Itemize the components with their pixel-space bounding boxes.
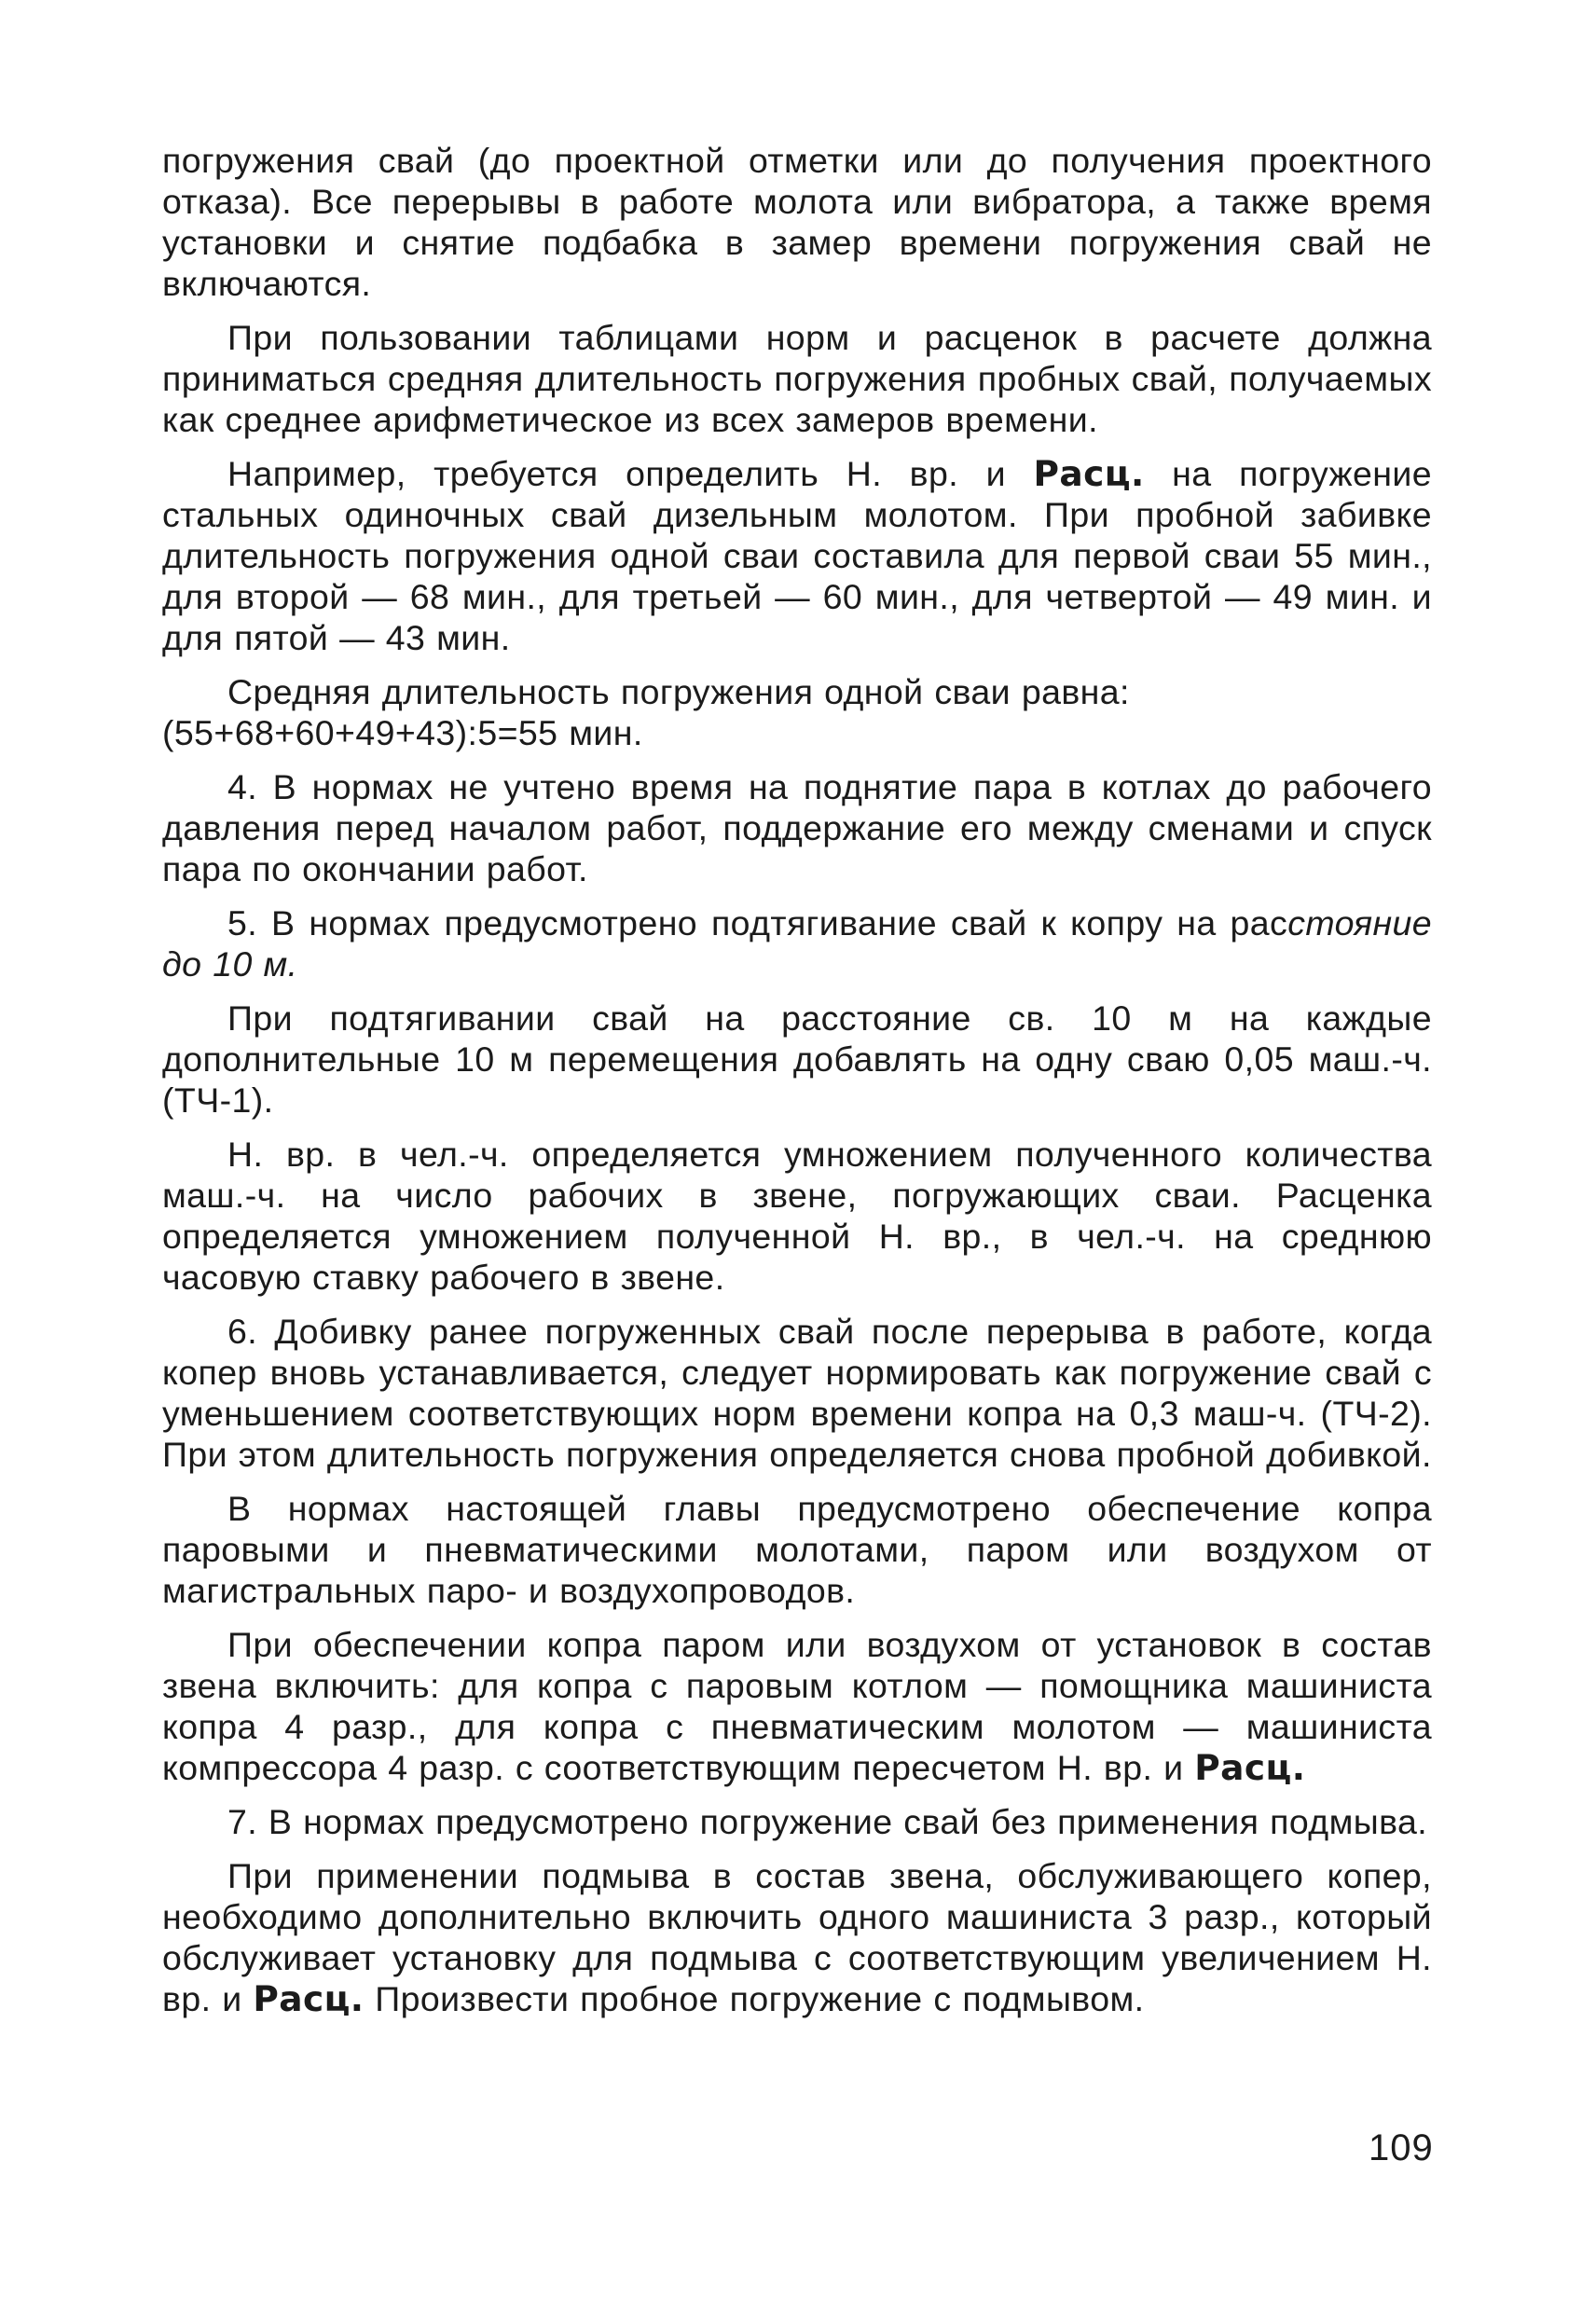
paragraph-4-text: Средняя длительность погружения одной сваи равна: — [227, 672, 1130, 711]
paragraph-3 — [162, 453, 1432, 658]
paragraph-12 — [162, 1801, 1432, 1842]
paragraph-13 — [162, 1855, 1432, 2019]
paragraph-10-text: В нормах настоящей главы предусмотрено обеспечение копра паровыми и пневматическими молотами, паром или воздухом от магистральных паро- и воздухопроводов. — [162, 1489, 1432, 1610]
paragraph-11-text: При обеспечении копра паром или воздухом от установок в состав звена включить: для копра с паровым котлом — помощника машиниста копра 4 разр., для копра с пневматическим молотом — машиниста компрессора 4 разр. с соответствующим пересчетом Н. вр. и — [162, 1625, 1432, 1787]
paragraph-5 — [162, 766, 1432, 889]
paragraph-6 — [162, 902, 1432, 984]
paragraph-8 — [162, 1134, 1432, 1298]
paragraph-11 — [162, 1624, 1432, 1788]
page-body — [162, 140, 1432, 2032]
paragraph-2-text: При пользовании таблицами норм и расценок в расчете должна приниматься средняя длительность погружения пробных свай, получаемых как среднее арифметическое из всех замеров времени. — [162, 318, 1432, 439]
paragraph-3-bold-rasc: Расц. — [1033, 453, 1145, 494]
paragraph-7 — [162, 998, 1432, 1121]
paragraph-8-text: Н. вр. в чел.-ч. определяется умножением полученного количества маш.-ч. на число рабочих в звене, погружающих сваи. Расценка определяется умножением полученной Н. вр., в чел.-ч. на среднюю часовую ставку рабочего в звене. — [162, 1135, 1432, 1297]
paragraph-3-text-a: Например, требуется определить Н. вр. и — [227, 454, 1034, 493]
paragraph-5-text: 4. В нормах не учтено время на поднятие пара в котлах до рабочего давления перед началом работ, поддержание его между сменами и спуск пара по окончании работ. — [162, 767, 1432, 888]
paragraph-1-text: погружения свай (до проектной отметки или до получения проектного отказа). Все перерывы в работе молота или вибратора, а также время установки и снятие подбабка в замер времени погружения свай не включаются. — [162, 141, 1432, 303]
paragraph-9 — [162, 1311, 1432, 1475]
paragraph-6-text-a: 5. В нормах предусмотрено подтягивание свай к копру на рас — [227, 903, 1288, 943]
paragraph-9-text: 6. Добивку ранее погруженных свай после перерыва в работе, когда копер вновь устанавливается, следует нормировать как погружение свай с уменьшением соответствующих норм времени копра на 0,3 маш-ч. (ТЧ-2). При этом длительность погружения определяется снова пробной добивкой. — [162, 1312, 1432, 1474]
paragraph-13-text-b: Произвести пробное погружение с подмывом. — [364, 1979, 1145, 2018]
average-formula: (55+68+60+49+43):5=55 мин. — [162, 713, 643, 752]
paragraph-11-bold-rasc: Расц. — [1194, 1747, 1306, 1788]
paragraph-1 — [162, 140, 1432, 304]
paragraph-13-bold-rasc: Расц. — [253, 1978, 365, 2019]
paragraph-7-text: При подтягивании свай на расстояние св. 10 м на каждые дополнительные 10 м перемещения добавлять на одну сваю 0,05 маш.-ч. (ТЧ-1). — [162, 998, 1432, 1120]
paragraph-2 — [162, 317, 1432, 440]
paragraph-3-text-b: на погружение стальных одиночных свай дизельным молотом. При пробной забивке длительность погружения одной сваи составила для первой сваи 55 мин., для второй — 68 мин., для третьей — 60 мин., для четвертой — 49 мин. и для пятой — 43 мин. — [162, 454, 1432, 657]
paragraph-4 — [162, 671, 1432, 753]
paragraph-13-text-a: При применении подмыва в состав звена, обслуживающего копер, необходимо дополнительно включить одного машиниста 3 разр., который обслуживает установку для подмыва с соответствующим увеличением Н. вр. и — [162, 1856, 1432, 2018]
paragraph-10 — [162, 1488, 1432, 1611]
page-number: 109 — [1369, 2127, 1434, 2168]
paragraph-12-text: 7. В нормах предусмотрено погружение свай без применения подмыва. — [227, 1802, 1428, 1841]
paragraph-6-italic: стояние до 10 м. — [162, 903, 1432, 984]
